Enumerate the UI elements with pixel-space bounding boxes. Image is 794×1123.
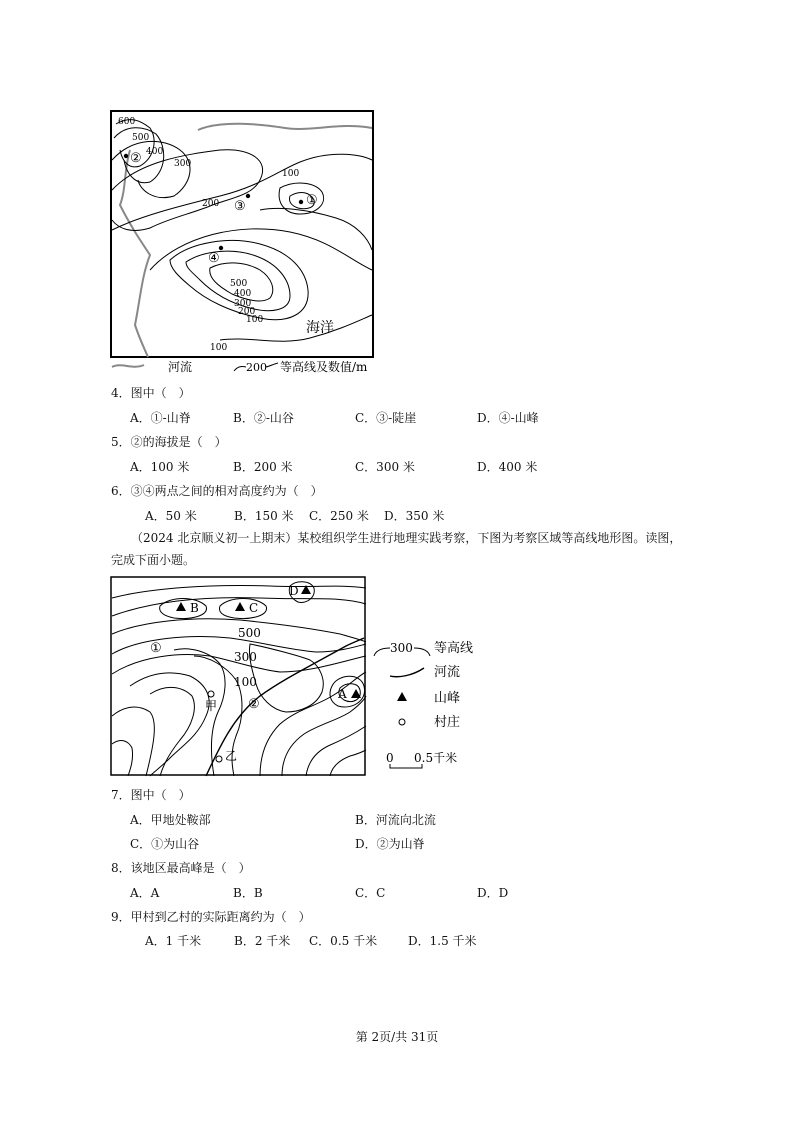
map1-legend-svg [110,358,410,376]
q8-option-a[interactable]: A．A [130,886,160,900]
region-1-label: ① [150,641,162,656]
legend-river-text: 河流 [168,360,193,374]
map1-contour-label: 400 [146,147,164,157]
contour-map-1-svg [110,110,375,360]
question-5-stem: 5．②的海拔是（ ） [111,435,227,449]
map1-contour-label: 500 [132,133,150,143]
point-3-label: ③ [234,199,246,214]
q9-option-a[interactable]: A．1 千米 [145,934,202,948]
sea-label: 海洋 [306,320,334,336]
point-2-label: ② [130,151,142,166]
map1-contour-label: 200 [238,307,256,317]
map2-legend-svg [372,634,502,774]
map1-contour-label: 300 [234,299,252,309]
question-6-stem: 6．③④两点之间的相对高度约为（ ） [111,484,323,498]
map1-legend [110,358,410,376]
peak-a-label: A [338,687,347,701]
village-jia-icon [208,691,214,697]
map1-contour-label: 200 [202,199,220,209]
legend-contour-text: 等高线及数值/m [280,360,368,374]
q6-option-d[interactable]: D．350 米 [384,509,445,523]
page-footer: 第 2页/共 31页 [355,1030,439,1044]
q5-option-c[interactable]: C．300 米 [355,460,415,474]
region-2-label: ② [248,697,260,712]
legend2-village-text: 村庄 [434,715,461,730]
map1-contour-label: 100 [246,315,264,325]
map1-contour-label: 300 [174,159,192,169]
question-4-stem: 4．图中（ ） [111,386,191,400]
point-1-dot [299,200,303,204]
legend2-village-icon [399,719,405,725]
q4-option-c[interactable]: C．③-陡崖 [355,411,417,425]
q5-option-b[interactable]: B．200 米 [233,460,293,474]
map2-legend [372,634,502,774]
map1-contour-label: 600 [118,117,136,127]
legend-river-symbol [112,365,144,367]
legend-contour-symbol-tail [266,363,278,367]
q7-option-b[interactable]: B．河流向北流 [355,813,436,827]
q6-option-c[interactable]: C．250 米 [309,509,369,523]
legend2-contour-symbol-tail [414,648,430,656]
intro-line-2: 完成下面小题。 [111,553,196,567]
map1-contour-label: 100 [282,169,300,179]
q4-option-d[interactable]: D．④-山峰 [477,411,539,425]
q8-option-b[interactable]: B．B [233,886,263,900]
q8-option-c[interactable]: C．C [355,886,386,900]
question-7-stem: 7．图中（ ） [111,788,191,802]
map2-contour-label-300: 300 [234,650,257,664]
q7-option-c[interactable]: C．①为山谷 [130,837,200,851]
legend2-contour-text: 等高线 [434,641,474,656]
q7-option-a[interactable]: A．甲地处鞍部 [130,813,211,827]
q8-option-d[interactable]: D．D [477,886,509,900]
map1-contour-label: 100 [210,343,228,353]
legend2-river-symbol [390,668,424,677]
map1-contour-label: 400 [234,289,252,299]
legend2-contour-symbol [374,648,390,656]
q5-option-a[interactable]: A．100 米 [130,460,190,474]
village-yi-label: 乙 [225,749,238,763]
peak-c-label: C [249,601,259,615]
intro-line-1: （2024 北京顺义初一上期末）某校组织学生进行地理实践考察，下图为考察区域等高线地形图。读图， [131,531,682,545]
point-3-dot [246,194,250,198]
peak-d-label: D [289,584,299,598]
legend-contour-sample: 200 [246,361,267,374]
q9-option-d[interactable]: D．1.5 千米 [408,934,477,948]
q4-option-b[interactable]: B．②-山谷 [233,411,294,425]
legend2-river-text: 河流 [434,665,461,680]
map1-contour-label: 500 [230,279,248,289]
q6-option-a[interactable]: A．50 米 [145,509,197,523]
scale-zero: 0 [386,751,394,765]
contour-map-2 [110,576,368,778]
passage-intro [111,527,691,571]
legend2-contour-sample: 300 [390,641,413,655]
legend-contour-symbol [234,366,246,371]
question-8-stem: 8．该地区最高峰是（ ） [111,861,251,875]
contour-map-2-svg [110,576,368,778]
point-2-dot [124,154,128,158]
question-9-stem: 9．甲村到乙村的实际距离约为（ ） [111,910,311,924]
q6-option-b[interactable]: B．150 米 [234,509,294,523]
q9-option-c[interactable]: C．0.5 千米 [309,934,378,948]
peak-b-label: B [190,601,199,615]
village-jia-label: 甲 [205,699,218,713]
map2-contour-label-100: 100 [234,675,257,689]
q9-option-b[interactable]: B．2 千米 [234,934,291,948]
q5-option-d[interactable]: D．400 米 [477,460,538,474]
point-1-label: ① [306,193,318,208]
q4-option-a[interactable]: A．①-山脊 [130,411,191,425]
q7-option-d[interactable]: D．②为山脊 [355,837,425,851]
contour-map-1 [110,110,375,360]
legend2-peak-text: 山峰 [434,691,461,706]
scale-value: 0.5千米 [414,751,458,765]
village-yi-icon [216,756,222,762]
map2-contour-label-500: 500 [238,626,261,640]
point-4-dot [219,246,223,250]
point-4-label: ④ [208,251,220,266]
legend2-peak-icon [397,692,407,701]
